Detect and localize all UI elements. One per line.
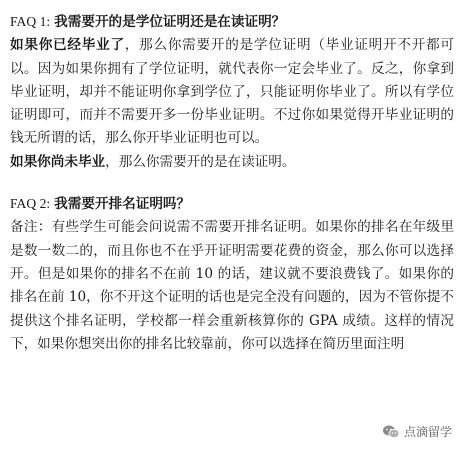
faq2-question: 我需要开排名证明吗？ (54, 196, 191, 213)
faq1-para2-lead: 如果你尚未毕业 (10, 153, 106, 170)
watermark (380, 421, 454, 444)
faq2-label: FAQ 2: (10, 196, 51, 212)
faq1-heading (10, 10, 454, 34)
faq2-note: 备注：有些学生可能会问说需不需要开排名证明。如果你的排名在年级里是数一数二的，而且你也不在乎开证明需要花费的资金，那么你可以选择开。但是如果你的排名不在前 10 的话，建议就不要浪费钱了。如果你的排名在前 10，你不开这个证明的话也是完全没有问题的，因为不管你提不提供这个排名证明，学校都一样会重新核算你的 GPA 成绩。这样的情况下，如果你想突出你的排名比较靠前，你可以选择在简历里面注明 (10, 219, 454, 352)
faq1-question: 我需要开的是学位证明还是在读证明？ (54, 14, 286, 30)
watermark-text: 点滴留学 (403, 424, 452, 439)
faq1-paragraph-graduated (10, 34, 454, 150)
faq1-paragraph-not-graduated (10, 151, 454, 174)
faq2-heading (10, 192, 454, 216)
faq1-para2-body: ，那么你需要开的是在读证明。 (105, 153, 296, 170)
faq1-para1-body: ，那么你需要开的是学位证明（毕业证明开不开都可以。因为如果你拥有了学位证明，就代表你一定会毕业了。反之，你拿到毕业证明，却并不能证明你拿到学位了，只能证明你毕业了。所以有学位证明即可，而并不需要开多一份毕业证明。不过你如果觉得开毕业证明的钱无所谓的话，那么你开毕业证明也可以。 (10, 37, 455, 147)
section-spacer (10, 174, 454, 192)
wechat-icon (382, 424, 400, 440)
faq1-para1-lead: 如果你已经毕业了 (10, 37, 125, 54)
faq1-label: FAQ 1: (10, 14, 51, 29)
